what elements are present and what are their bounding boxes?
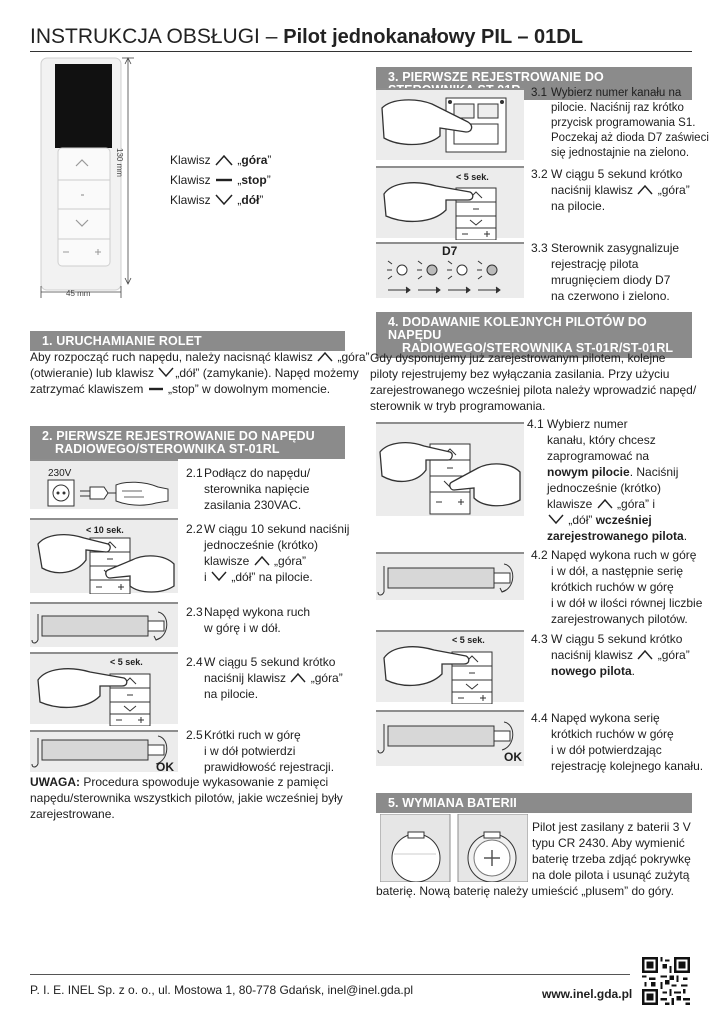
- step-3-3: 3.3 Sterownik zasygnalizuje rejestrację pilota mrugnięciem diody D7 na czerwono i zielono.: [531, 241, 680, 303]
- step-2-5: 2.5 Krótki ruch w górę i w dół potwierdzi prawidłowość rejestracji.: [186, 728, 335, 774]
- width-dimension-label: 45 mm: [66, 289, 91, 298]
- socket-label: 230V: [48, 468, 72, 479]
- section-3-heading: 3. PIERWSZE REJESTROWANIE DO: [376, 67, 692, 100]
- footer-website-link[interactable]: www.inel.gda.pl: [542, 987, 633, 1001]
- figure-3-2: [376, 166, 524, 238]
- up-arrow-icon: [214, 154, 234, 166]
- section-1-body: Aby rozpocząć ruch napędu, należy nacisnąć klawisz „góra” (otwieranie) lub klawisz „dół” (zamykanie). Napęd możemy zatrzymać klawiszem „stop” w dowolnym momencie.: [30, 350, 370, 396]
- section-4-intro: Gdy dysponujemy już zarejestrowanym pilotem, kolejne piloty rejestrujemy bez wyłączania zasilania. Przy użyciu zarejestrowanego wcześniej pilota należy wprowadzić napęd/ sterownik w tryb programowania.: [370, 351, 697, 413]
- step-2-4: 2.4 W ciągu 5 sekund krótko naciśnij klawisz „góra” na pilocie.: [186, 655, 343, 701]
- step-2-1: 2.1 Podłącz do napędu/ sterownika napięcie zasilania 230VAC.: [186, 466, 311, 512]
- key-legend-down: Klawisz „dół”: [170, 193, 264, 207]
- title-rule: [30, 51, 692, 52]
- figure-4-2: [376, 552, 524, 600]
- timer-label: < 5 sek.: [452, 635, 485, 645]
- timer-label: < 10 sek.: [86, 525, 124, 535]
- key-legend: [170, 150, 271, 210]
- timer-label: < 5 sek.: [456, 172, 489, 182]
- title-prefix: INSTRUKCJA OBSŁUGI –: [30, 25, 284, 48]
- down-arrow-icon: [214, 194, 234, 206]
- remote-illustration: [38, 56, 148, 302]
- section-2-heading: 2. PIERWSZE REJESTROWANIE DO NAPĘDU RADIOWEGO/STEROWNIKA ST-01RL: [30, 426, 345, 459]
- figure-4-3: [376, 630, 524, 702]
- step-4-1: 4.1 Wybierz numer kanału, który chcesz zaprogramować na nowym pilocie. Naciśnij jednocześnie (krótko) klawisze „góra” i „dół” wcześniej zarejestrowanego pilota.: [527, 417, 688, 543]
- step-4-3: 4.3 W ciągu 5 sekund krótko naciśnij klawisz „góra” nowego pilota.: [531, 632, 690, 678]
- ok-label: OK: [156, 760, 174, 774]
- down-arrow-icon: [210, 571, 228, 582]
- step-4-2: 4.2 Napęd wykona ruch w górę i w dół, a następnie serię krótkich ruchów w górę i w dół w ilości równej liczbie zarejestrowanych pilotów.: [531, 548, 703, 626]
- down-arrow-icon: [547, 514, 565, 525]
- up-arrow-icon: [316, 351, 334, 362]
- qr-code-icon: [642, 957, 690, 1005]
- figure-4-1: [376, 422, 524, 516]
- footer-rule: [30, 974, 630, 975]
- figure-2-4: [30, 652, 178, 724]
- figure-3-1: [376, 88, 524, 160]
- ok-label: OK: [504, 750, 522, 764]
- key-legend-up: Klawisz „góra”: [170, 153, 272, 167]
- up-arrow-icon: [596, 498, 614, 509]
- up-arrow-icon: [636, 184, 654, 195]
- figure-2-2: [30, 518, 178, 593]
- timer-label: < 5 sek.: [110, 657, 143, 667]
- figure-2-5: [30, 730, 178, 772]
- warning-text: UWAGA: Procedura spowoduje wykasowanie z pamięci napędu/sterownika wszystkich pilotów, jakie wcześniej były zarejestrowane.: [30, 775, 343, 821]
- figure-2-1: [30, 459, 178, 509]
- document-title: [30, 24, 583, 50]
- footer-address: P. I. E. INEL Sp. z o. o., ul. Mostowa 1, 80-778 Gdańsk, inel@inel.gda.pl: [30, 983, 414, 997]
- step-3-1: 3.1 Wybierz numer kanału na pilocie. Naciśnij raz krótko przycisk programowania S1. Poczekaj aż dioda D7 zaświeci się jednostajnie na zielono.: [531, 87, 709, 159]
- section-4-heading: 4. DODAWANIE KOLEJNYCH PILOTÓW DO NAPĘDU RADIOWEGO/STEROWNIKA ST-01R/ST-01RL: [376, 312, 692, 358]
- up-arrow-icon: [636, 649, 654, 660]
- section-5-heading: 5. WYMIANA BATERII: [376, 793, 692, 813]
- stop-dash-icon: [214, 178, 234, 182]
- step-2-3: 2.3 Napęd wykona ruch w górę i w dół.: [186, 605, 311, 635]
- title-bold: Pilot jednokanałowy PIL – 01DL: [283, 26, 583, 48]
- height-dimension-label: 130 mm: [115, 148, 124, 177]
- figure-4-4: [376, 710, 524, 766]
- figure-3-3: [376, 242, 524, 298]
- warning-label: UWAGA:: [30, 775, 80, 789]
- down-arrow-icon: [157, 367, 175, 378]
- up-arrow-icon: [289, 672, 307, 683]
- section-5-body: Pilot jest zasilany z baterii 3 V typu CR 2430. Aby wymienić baterię trzeba zdjąć pokrywkę na dole pilota i usunąć zużytą baterię. Nową baterię należy umieścić „plusem” do góry.: [376, 820, 691, 898]
- section-1-heading: 1. URUCHAMIANIE ROLET: [30, 331, 345, 351]
- step-4-4: 4.4 Napęd wykona serię krótkich ruchów w górę i w dół potwierdzając rejestrację kolejnego kanału.: [531, 711, 704, 773]
- figure-2-3: [30, 602, 178, 647]
- d7-label: D7: [442, 244, 458, 258]
- stop-dash-icon: [147, 387, 165, 391]
- step-2-2: 2.2 W ciągu 10 sekund naciśnij jednocześnie (krótko) klawisze „góra” i „dół” na pilocie.: [186, 522, 350, 584]
- up-arrow-icon: [253, 555, 271, 566]
- step-3-2: 3.2 W ciągu 5 sekund krótko naciśnij klawisz „góra” na pilocie.: [531, 167, 690, 213]
- key-legend-stop: Klawisz „stop”: [170, 173, 271, 187]
